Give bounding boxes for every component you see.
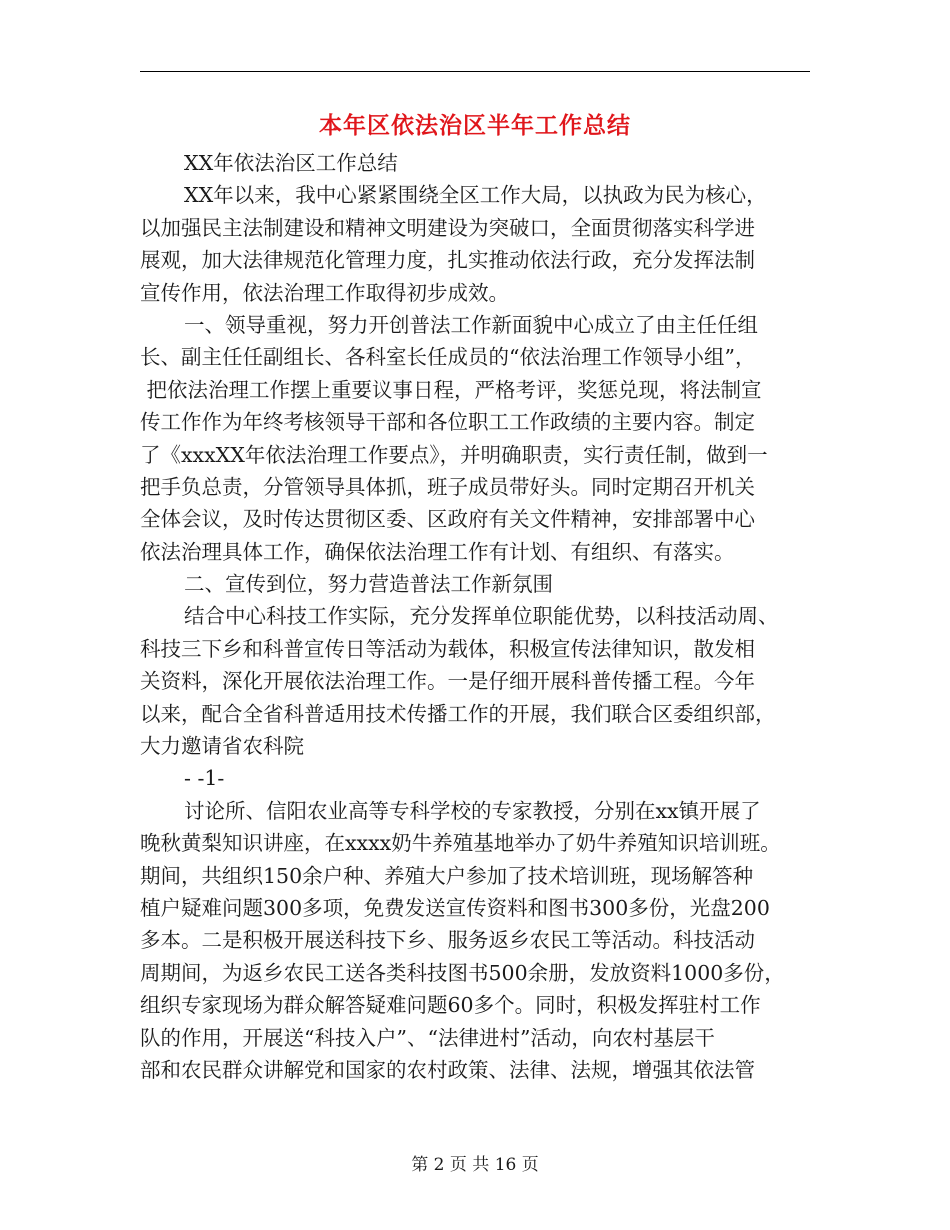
page-footer: 第 2 页 共 16 页 xyxy=(411,1155,539,1175)
paragraph-line: 依法治理具体工作，确保依法治理工作有计划、有组织、有落实。 xyxy=(140,539,735,564)
paragraph-line: 长、副主任任副组长、各科室长任成员的“依法治理工作领导小组”， xyxy=(140,345,756,370)
paragraph-line: 队的作用，开展送“科技入户”、“法律进村”活动，向农村基层干 xyxy=(140,1025,715,1050)
paragraph-line: 展观，加大法律规范化管理力度，扎实推动依法行政，充分发挥法制 xyxy=(140,248,755,273)
paragraph-line: 大力邀请省农科院 xyxy=(140,734,304,759)
paragraph-line: 多本。二是积极开展送科技下乡、服务返乡农民工等活动。科技活动 xyxy=(140,928,755,953)
paragraph-line: 组织专家现场为群众解答疑难问题60多个。同时，积极发挥驻村工作 xyxy=(140,993,761,1018)
inline-page-marker: - -1- xyxy=(184,766,225,791)
paragraph-line: 以加强民主法制建设和精神文明建设为突破口，全面贯彻落实科学进 xyxy=(140,215,755,240)
paragraph-line: 关资料，深化开展依法治理工作。一是仔细开展科普传播工程。今年 xyxy=(140,669,755,694)
section-heading-line: 一、领导重视，努力开创普法工作新面貌中心成立了由主任任组 xyxy=(184,312,758,337)
paragraph-line: 以来，配合全省科普适用技术传播工作的开展，我们联合区委组织部， xyxy=(140,701,776,726)
paragraph-line: 把手负总责，分管领导具体抓，班子成员带好头。同时定期召开机关 xyxy=(140,474,755,499)
paragraph-line: 周期间，为返乡农民工送各类科技图书500余册，发放资料1000多份， xyxy=(140,960,785,985)
paragraph-line: 晚秋黄梨知识讲座，在xxxx奶牛养殖基地举办了奶牛养殖知识培训班。 xyxy=(140,831,781,856)
document-title: 本年区依法治区半年工作总结 xyxy=(319,113,631,139)
paragraph-line: XX年以来，我中心紧紧围绕全区工作大局，以执政为民为核心， xyxy=(184,183,767,208)
paragraph-line: 宣传作用，依法治理工作取得初步成效。 xyxy=(140,280,509,305)
paragraph-line: XX年依法治区工作总结 xyxy=(184,151,398,175)
paragraph-line: 植户疑难问题300多项，免费发送宣传资料和图书300多份，光盘200 xyxy=(140,895,770,920)
paragraph-line: 把依法治理工作摆上重要议事日程，严格考评，奖惩兑现，将法制宣 xyxy=(140,377,762,402)
paragraph-line: 结合中心科技工作实际，充分发挥单位职能优势，以科技活动周、 xyxy=(184,604,779,629)
paragraph-line: 期间，共组织150余户种、养殖大户参加了技术培训班，现场解答种 xyxy=(140,863,754,888)
paragraph-line: 传工作作为年终考核领导干部和各位职工工作政绩的主要内容。制定 xyxy=(140,410,755,435)
paragraph-line: 科技三下乡和科普宣传日等活动为载体，积极宣传法律知识，散发相 xyxy=(140,636,755,661)
paragraph-line: 部和农民群众讲解党和国家的农村政策、法律、法规，增强其依法管 xyxy=(140,1057,755,1082)
paragraph-line: 了《xxxXX年依法治理工作要点》，并明确职责，实行责任制，做到一 xyxy=(140,442,768,467)
header-rule xyxy=(140,71,810,72)
paragraph-line: 全体会议，及时传达贯彻区委、区政府有关文件精神，安排部署中心 xyxy=(140,507,755,532)
section-heading-line: 二、宣传到位，努力营造普法工作新氛围 xyxy=(184,572,553,597)
paragraph-line: 讨论所、信阳农业高等专科学校的专家教授，分别在xx镇开展了 xyxy=(184,798,761,823)
document-body xyxy=(140,147,812,1086)
